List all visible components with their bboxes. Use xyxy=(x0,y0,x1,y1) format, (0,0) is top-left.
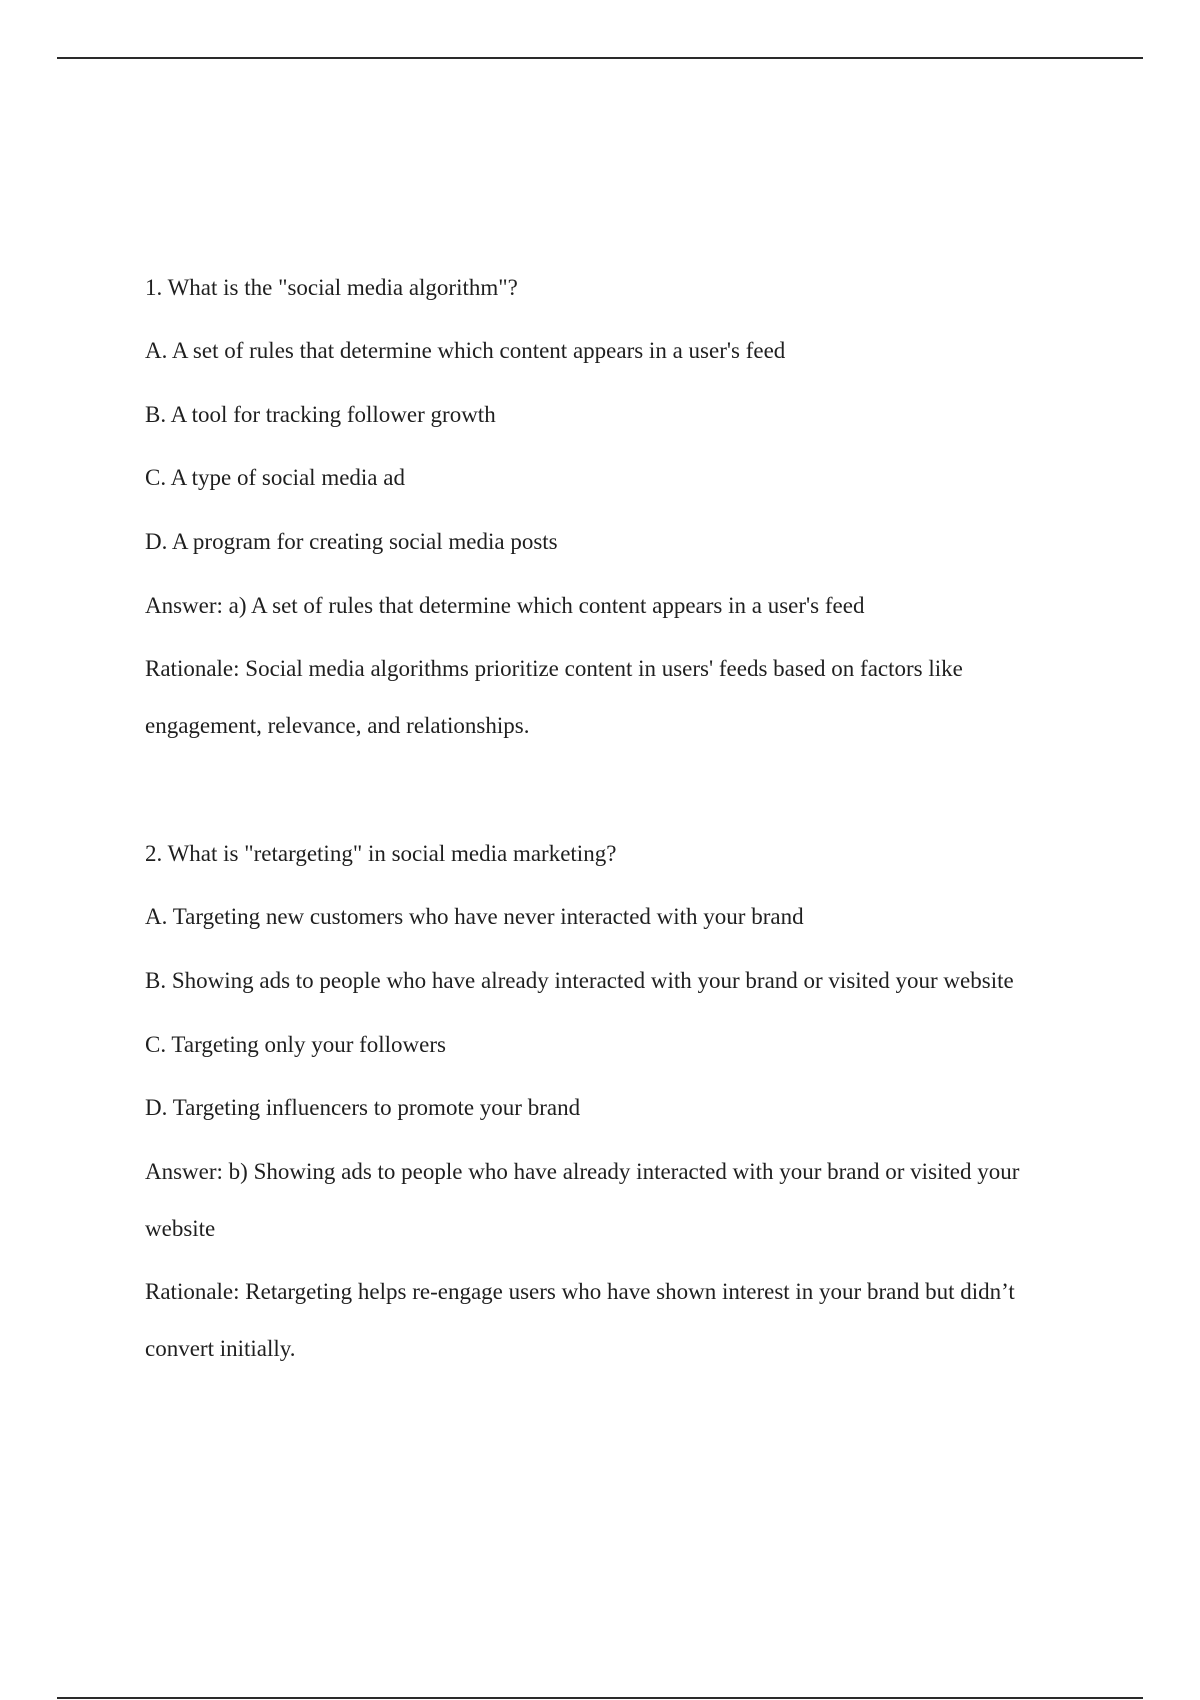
question-2-option-c: C. Targeting only your followers xyxy=(145,1032,446,1057)
question-2-option-b: B. Showing ads to people who have already interacted with your brand or visited your website xyxy=(145,968,1014,993)
question-1-rationale-line-1: Rationale: Social media algorithms prioritize content in users' feeds based on factors like xyxy=(145,656,963,681)
question-1-option-d: D. A program for creating social media posts xyxy=(145,529,558,554)
question-1-answer: Answer: a) A set of rules that determine which content appears in a user's feed xyxy=(145,593,865,618)
question-1-rationale-line-2: engagement, relevance, and relationships. xyxy=(145,713,530,738)
question-2-answer-line-1: Answer: b) Showing ads to people who have already interacted with your brand or visited your xyxy=(145,1159,1020,1184)
header-rule xyxy=(57,57,1143,59)
question-1-text: 1. What is the "social media algorithm"? xyxy=(145,275,518,300)
question-2-answer-line-2: website xyxy=(145,1216,216,1241)
question-1-option-a: A. A set of rules that determine which content appears in a user's feed xyxy=(145,338,786,363)
question-1-option-c: C. A type of social media ad xyxy=(145,465,405,490)
question-2-option-a: A. Targeting new customers who have never interacted with your brand xyxy=(145,904,804,929)
question-2-rationale-line-1: Rationale: Retargeting helps re-engage users who have shown interest in your brand but didn’t xyxy=(145,1279,1015,1304)
question-2-rationale-line-2: convert initially. xyxy=(145,1336,296,1361)
footer-rule xyxy=(57,1697,1143,1699)
question-2-option-d: D. Targeting influencers to promote your brand xyxy=(145,1095,581,1120)
question-1-option-b: B. A tool for tracking follower growth xyxy=(145,402,496,427)
question-2-text: 2. What is "retargeting" in social media marketing? xyxy=(145,841,617,866)
